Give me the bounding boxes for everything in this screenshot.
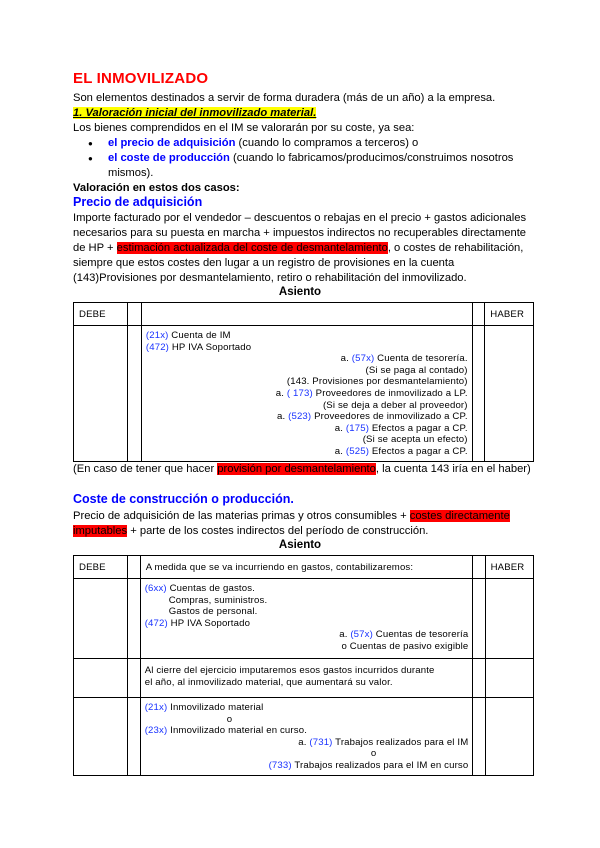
account-name: (Si se deja a deber al proveedor) (322, 399, 468, 411)
text-fragment: a. (339, 629, 351, 641)
haber-label: HABER (490, 308, 525, 320)
valuation-intro: Los bienes comprendidos en el IM se valorarán por su coste, ya sea: (73, 122, 415, 134)
entry-line (145, 760, 469, 772)
acquisition-line-1: Importe facturado por el vendedor – descuentos o rebajas en el precio + gastos adicionales (73, 212, 527, 224)
account-code: ( 173) (286, 387, 313, 399)
account-name: (143. Provisiones por desmantelamiento) (286, 376, 468, 388)
entry-line (145, 583, 469, 595)
journal-entry-table-production (73, 555, 534, 776)
bullet-text: (cuando lo fabricamos/producimos/construimos nosotros mismos). (108, 152, 514, 179)
entry-line: o (370, 748, 377, 760)
entry-line (146, 330, 468, 342)
entry-line (146, 423, 468, 435)
haber-label: HABER (490, 561, 525, 573)
account-code: (523) (288, 411, 312, 423)
highlighted-text: costes directamente (409, 510, 510, 522)
debe-label: DEBE (79, 308, 106, 320)
table-header-row (74, 303, 534, 326)
concept-header (141, 303, 472, 326)
account-code: (731) (309, 736, 333, 748)
acquisition-heading: Precio de adquisición (73, 195, 203, 209)
debe-cell (74, 659, 128, 698)
debe-label: DEBE (79, 561, 106, 573)
highlighted-text: provisión por desmantelamiento (217, 463, 376, 475)
spacer-cell (128, 326, 142, 462)
account-name: Cuentas de gastos. (166, 583, 255, 594)
highlighted-text: imputables (73, 525, 128, 537)
bullet-keyword: el precio de adquisición (108, 137, 236, 149)
haber-cell (485, 326, 534, 462)
account-code: (525) (345, 445, 370, 457)
text-fragment: Precio de adquisición de las materias primas y otros consumibles + (73, 510, 410, 522)
entry-line: Al cierre del ejercicio imputaremos esos gastos incurridos durante (144, 665, 435, 676)
highlighted-text: estimación actualizada del coste de desmantelamiento (116, 242, 388, 254)
section-heading-text: 1. Valoración inicial del inmovilizado material. (73, 107, 317, 119)
entry-lines (141, 698, 473, 775)
account-name: HP IVA Soportado (167, 617, 251, 629)
table-row (74, 698, 534, 776)
account-name: Inmovilizado material (167, 702, 264, 713)
account-name: Trabajos realizados para el IM (332, 736, 469, 748)
account-code: (57x) (351, 353, 375, 365)
entry-line: Compras, suministros. (168, 594, 268, 606)
account-name: Efectos a pagar a CP. (369, 422, 468, 434)
table-header-row (74, 556, 534, 579)
entry-line: Gastos de personal. (168, 606, 258, 618)
account-name: Cuenta de IM (168, 330, 231, 341)
account-name: Cuentas de tesorería (372, 629, 469, 641)
concept-header-text: A medida que se va incurriendo en gastos, contabilizaremos: (145, 561, 414, 573)
text-fragment: a. (340, 353, 352, 365)
entry-line (146, 353, 468, 365)
account-name: Proveedores de inmovilizado a LP. (312, 387, 468, 399)
account-name: Efectos a pagar a CP. (369, 445, 468, 457)
cases-heading: Valoración en estos dos casos: (73, 182, 240, 194)
acquisition-line-5: (143)Provisiones por desmantelamiento, retiro o rehabilitación del inmovilizado. (73, 272, 467, 284)
production-line-2 (73, 524, 428, 539)
account-code: (6xx) (144, 583, 167, 594)
entry-line (145, 702, 469, 714)
debe-cell (74, 698, 128, 776)
production-line-1 (73, 509, 510, 524)
table-row (74, 579, 534, 659)
acquisition-line-2: necesarios para su puesta en marcha + impuestos indirectos no recuperables directamente (73, 227, 527, 239)
debe-cell (74, 326, 128, 462)
spacer-cell (473, 556, 485, 579)
text-fragment: a. (275, 387, 287, 399)
asiento-label: Asiento (278, 539, 322, 551)
entry-lines (141, 659, 473, 691)
spacer-cell (127, 579, 140, 659)
entry-line (146, 400, 468, 412)
spacer-cell (472, 303, 485, 326)
spacer-cell (127, 698, 140, 776)
entry-line (145, 725, 469, 737)
valuation-bullet-list (88, 136, 528, 181)
account-name: Trabajos realizados para el IM en curso (291, 759, 469, 771)
spacer-cell (128, 303, 142, 326)
debe-header (74, 556, 128, 579)
text-fragment: a. (334, 445, 346, 457)
list-item (88, 136, 528, 151)
entry-lines (141, 579, 473, 656)
entry-line (146, 342, 468, 354)
entry-line (146, 434, 468, 446)
entry-line (146, 365, 468, 377)
entry-cell (141, 326, 472, 462)
text-fragment: a. (276, 411, 289, 423)
account-name: Proveedores de inmovilizado a CP. (311, 411, 468, 423)
account-name: (Si se acepta un efecto) (362, 434, 468, 446)
haber-header (485, 556, 533, 579)
entry-line (146, 411, 468, 423)
account-name: Inmovilizado material en curso. (167, 725, 308, 737)
entry-cell (140, 698, 473, 776)
spacer-cell (127, 556, 140, 579)
page-title: EL INMOVILIZADO (73, 70, 209, 87)
list-item (88, 151, 528, 181)
journal-entry-table-acquisition (73, 302, 534, 462)
account-code: (21x) (145, 330, 169, 341)
bullet-text: (cuando lo compramos a terceros) o (235, 137, 419, 149)
entry-line: o Cuentas de pasivo exigible (341, 640, 469, 652)
asiento-label: Asiento (278, 286, 322, 298)
entry-lines (142, 326, 472, 461)
account-name: HP IVA Soportado (169, 341, 252, 353)
intro-text: Son elementos destinados a servir de forma duradera (más de un año) a la empresa. (73, 92, 496, 104)
debe-header (74, 303, 128, 326)
spacer-cell (473, 659, 485, 698)
section-heading (73, 106, 316, 121)
text-fragment: + parte de los costes indirectos del período de construcción. (127, 525, 429, 537)
haber-cell (485, 579, 533, 659)
spacer-cell (473, 579, 485, 659)
acquisition-line-3 (73, 241, 523, 256)
provision-note (73, 462, 531, 477)
entry-line (146, 446, 468, 458)
entry-line (146, 388, 468, 400)
entry-cell (140, 659, 473, 698)
bullet-keyword: el coste de producción (108, 152, 230, 164)
haber-cell (485, 659, 533, 698)
account-code: (472) (144, 617, 168, 629)
text-fragment: , la cuenta 143 iría en el haber) (375, 463, 531, 475)
spacer-cell (472, 326, 485, 462)
table-row (74, 659, 534, 698)
text-fragment: de HP + (73, 242, 117, 254)
text-fragment: , o costes de rehabilitación, (387, 242, 524, 254)
entry-line (145, 618, 469, 630)
concept-header (140, 556, 473, 579)
account-code: (57x) (350, 629, 373, 641)
production-heading: Coste de construcción o producción. (73, 492, 294, 506)
account-code: (733) (268, 759, 292, 771)
account-name: Cuenta de tesorería. (374, 353, 468, 365)
account-name: (Si se paga al contado) (365, 364, 468, 376)
spacer-cell (127, 659, 140, 698)
haber-cell (485, 698, 533, 776)
text-fragment: a. (298, 736, 310, 748)
text-fragment: (En caso de tener que hacer (73, 463, 218, 475)
entry-cell (140, 579, 473, 659)
entry-line: o (226, 713, 233, 725)
entry-line: el año, al inmovilizado material, que aumentará su valor. (144, 676, 393, 688)
entry-line (145, 737, 469, 749)
text-fragment: a. (334, 422, 346, 434)
account-code: (175) (345, 422, 370, 434)
account-code: (21x) (144, 702, 168, 713)
table-row (74, 326, 534, 462)
acquisition-line-4: siempre que estos costes den lugar a un registro de provisiones en la cuenta (73, 257, 455, 269)
spacer-cell (473, 698, 485, 776)
entry-line (145, 629, 469, 641)
debe-cell (74, 579, 128, 659)
entry-line (146, 376, 468, 388)
haber-header (485, 303, 534, 326)
account-code: (472) (145, 341, 170, 353)
account-code: (23x) (144, 725, 168, 737)
